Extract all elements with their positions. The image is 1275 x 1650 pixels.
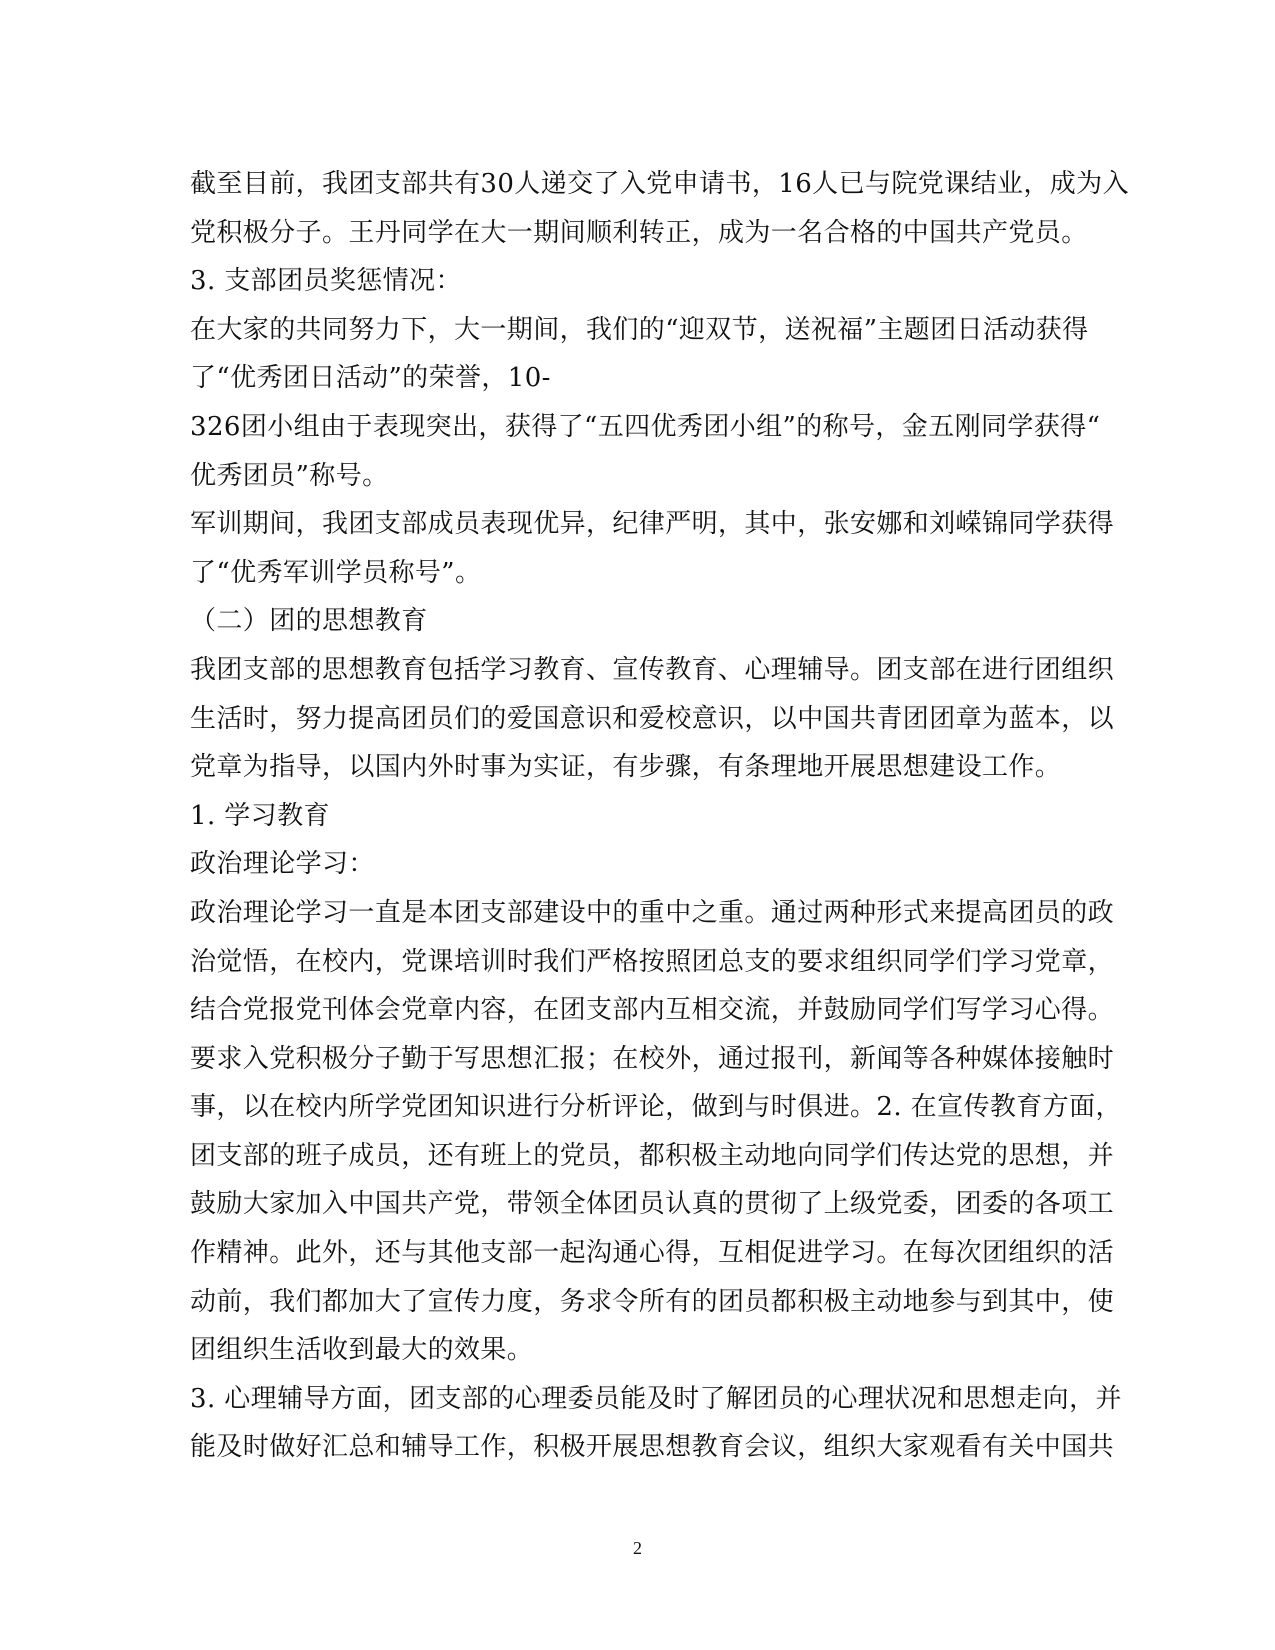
text-line: 生活时，努力提高团员们的爱国意识和爱校意识，以中国共青团团章为蓝本，以 (190, 703, 1115, 734)
text-line: 军训期间，我团支部成员表现优异，纪律严明，其中，张安娜和刘嵘锦同学获得 (190, 509, 1115, 540)
text-line: 截至目前，我团支部共有30人递交了入党申请书，16人已与院党课结业，成为入 (190, 169, 1129, 199)
section-heading: （二）团的思想教育 (190, 606, 428, 637)
text-line: 在大家的共同努力下，大一期间，我们的“迎双节，送祝福”主题团日活动获得 (190, 314, 1089, 345)
text-line: 党章为指导，以国内外时事为实证，有步骤，有条理地开展思想建设工作。 (190, 752, 1062, 783)
text-line: 能及时做好汇总和辅导工作，积极开展思想教育会议，组织大家观看有关中国共 (190, 1432, 1115, 1463)
subsection-heading: 政治理论学习： (190, 849, 375, 880)
text-line: 党积极分子。王丹同学在大一期间顺利转正，成为一名合格的中国共产党员。 (190, 217, 1088, 248)
text-line: 作精神。此外，还与其他支部一起沟通心得，互相促进学习。在每次团组织的活 (190, 1238, 1115, 1269)
text-line: 事，以在校内所学党团知识进行分析评论，做到与时俱进。2. 在宣传教育方面， (190, 1092, 1122, 1123)
text-line: 要求入党积极分子勤于写思想汇报；在校外，通过报刊，新闻等各种媒体接触时 (190, 1043, 1115, 1074)
page-number: 2 (633, 1538, 642, 1558)
text-line: 326团小组由于表现突出，获得了“五四优秀团小组”的称号，金五刚同学获得“ (190, 411, 1101, 442)
text-line: 政治理论学习一直是本团支部建设中的重中之重。通过两种形式来提高团员的政 (190, 897, 1115, 928)
document-body (190, 160, 1129, 1472)
text-line: 团支部的班子成员，还有班上的党员，都积极主动地向同学们传达党的思想，并 (190, 1140, 1115, 1171)
text-line: 团组织生活收到最大的效果。 (190, 1335, 534, 1366)
text-line: 治觉悟，在校内，党课培训时我们严格按照团总支的要求组织同学们学习党章， (190, 946, 1115, 977)
text-line: 动前，我们都加大了宣传力度，务求令所有的团员都积极主动地参与到其中，使 (190, 1286, 1115, 1317)
text-line: 了“优秀团日活动”的荣誉，10- (190, 363, 551, 394)
text-line: 3. 心理辅导方面，团支部的心理委员能及时了解团员的心理状况和思想走向，并 (190, 1383, 1122, 1414)
section-heading: 1. 学习教育 (190, 800, 330, 831)
text-line: 了“优秀军训学员称号”。 (190, 557, 482, 588)
section-heading: 3. 支部团员奖惩情况： (190, 266, 462, 297)
text-line: 鼓励大家加入中国共产党，带领全体团员认真的贯彻了上级党委，团委的各项工 (190, 1189, 1115, 1220)
text-line: 结合党报党刊体会党章内容，在团支部内互相交流，并鼓励同学们写学习心得。 (190, 995, 1115, 1026)
text-line: 我团支部的思想教育包括学习教育、宣传教育、心理辅导。团支部在进行团组织 (190, 654, 1115, 685)
text-line: 优秀团员”称号。 (190, 460, 389, 491)
